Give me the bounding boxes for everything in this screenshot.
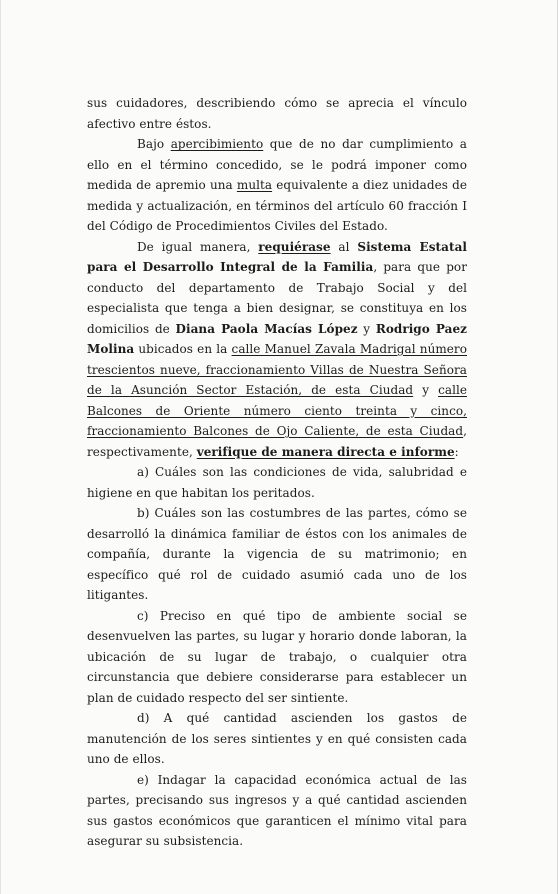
institution-name: Sistema Estatal para el Desarrollo Integral de la Familia: [87, 239, 468, 274]
paragraph-text: y: [413, 383, 439, 397]
paragraph-requierase: [87, 237, 467, 463]
paragraph-text: , para que por conducto del departamento de Trabajo Social y del especialista que tenga a bien designar, se constituya en los domicilios de: [87, 260, 467, 336]
list-item-c: c) Preciso en qué tipo de ambiente social se desenvuelven las partes, su lugar y horario donde laboran, la ubicación de su lugar de trabajo, o cualquier otra circunstancia que debiere considerarse para establecer un plan de cuidado respecto del ser sintiente.: [87, 608, 467, 705]
party-name: Diana Paola Macías López: [175, 321, 358, 336]
address: calle Balcones de Oriente número ciento treinta y cinco, fraccionamiento Balcones de Ojo Caliente, de esta Ciudad: [87, 383, 467, 438]
party-name: Rodrigo Paez Molina: [87, 321, 467, 356]
paragraph-text: y: [357, 321, 376, 336]
list-item-a: a) Cuáles son las condiciones de vida, salubridad e higiene en que habitan los peritados.: [87, 465, 467, 500]
paragraph-text: :: [454, 444, 459, 459]
paragraph-continuation: [87, 93, 467, 134]
underlined-term: multa: [236, 178, 273, 192]
paragraph-text: que de no dar cumplimiento a ello en el término concedido, se le podrá imponer como medida de apremio una: [87, 137, 468, 192]
paragraph-text: ubicados en la: [134, 342, 232, 356]
bold-underlined-term: requiérase: [258, 239, 331, 254]
list-item-d: d) A qué cantidad ascienden los gastos de manutención de los seres sintientes y en qué consisten cada uno de ellos.: [87, 711, 467, 766]
address: calle Manuel Zavala Madrigal número trescientos nueve, fraccionamiento Villas de Nuestra Señora de la Asunción Sector Estación, de esta Ciudad: [87, 342, 467, 397]
bold-underlined-term: verifique de manera directa e informe: [196, 444, 455, 459]
paragraph-text: , respectivamente,: [87, 424, 467, 459]
list-item-e: e) Indagar la capacidad económica actual de las partes, precisando sus ingresos y a qué cantidad ascienden sus gastos económicos que garanticen el mínimo vital para asegurar su subsistencia.: [87, 772, 467, 848]
list-item-b: b) Cuáles son las costumbres de las partes, cómo se desarrolló la dinámica familiar de éstos con los animales de compañía, durante la vigencia de su matrimonio; en específico qué rol de cuidado asumió cada uno de los litigantes.: [87, 506, 467, 602]
paragraph-text: sus cuidadores, describiendo cómo se aprecia el vínculo afectivo entre éstos.: [87, 96, 467, 131]
paragraph-text: De igual manera,: [137, 239, 259, 254]
underlined-term: apercibimiento: [170, 137, 264, 151]
paragraph-text: equivalente a diez unidades de medida y actualización, en términos del artículo 60 fracción I del Código de Procedimientos Civiles del Estado.: [87, 178, 467, 233]
paragraph-text: al: [330, 239, 358, 254]
paragraph-text: Bajo: [137, 137, 171, 151]
paragraph-apercibimiento: [87, 134, 467, 237]
document-body: [87, 93, 467, 852]
